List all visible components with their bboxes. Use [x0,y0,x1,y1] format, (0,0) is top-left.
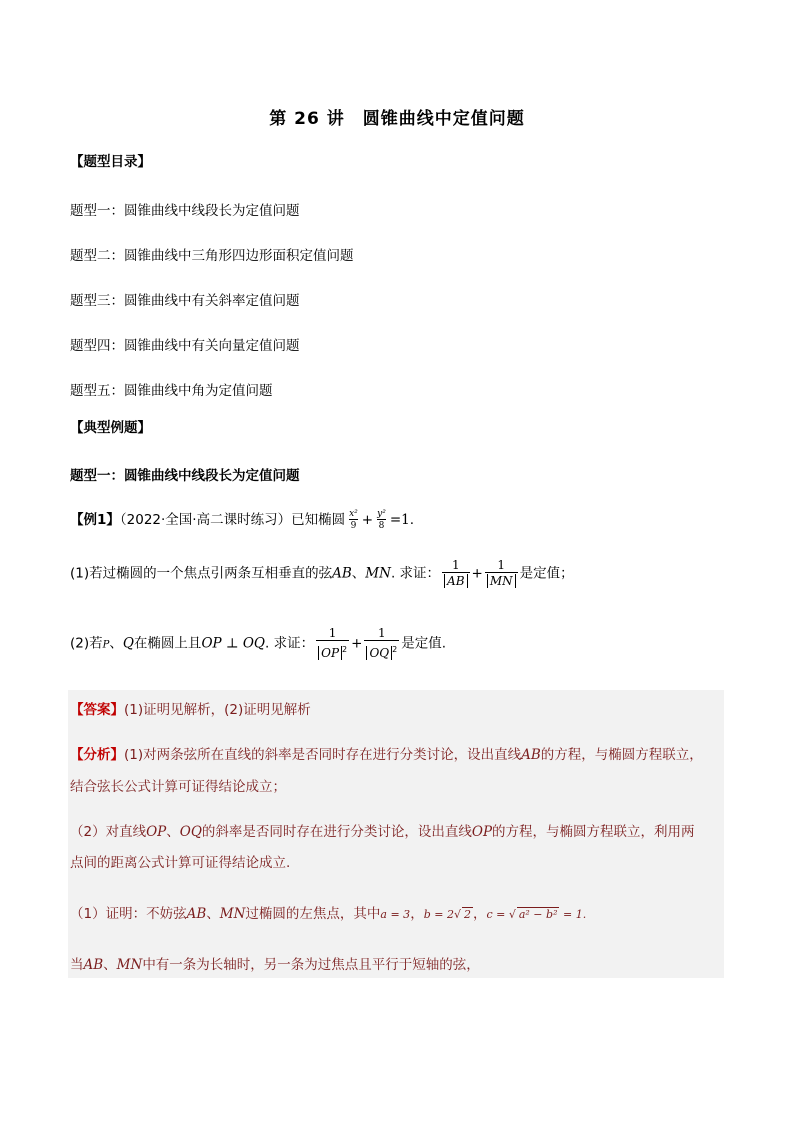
catalog-item-4: 题型四：圆锥曲线中有关向量定值问题 [70,338,300,354]
answer-line [70,698,311,718]
catalog-item-5: 题型五：圆锥曲线中角为定值问题 [70,383,273,399]
catalog-item-3: 题型三：圆锥曲线中有关斜率定值问题 [70,293,300,309]
catalog-item-1: 题型一：圆锥曲线中线段长为定值问题 [70,203,300,219]
fraction-1-over-oq2: $\frac{1}{OQ ^2}$ [364,626,399,661]
example-1-stem: 【例1】（2022·全国·高二课时练习）已知椭圆 $\frac{\text{x²}}{9}$ + $\frac{\text{y²}}{8}$ =1. [70,509,415,531]
proof-line-2: 当AB、MN中有一条为长轴时，另一条为过焦点且平行于短轴的弦， [70,957,480,973]
chord-mn: MN [365,565,391,582]
answer-text: (1)证明见解析，(2)证明见解析 [124,702,311,718]
page-title: 第 26 讲 圆锥曲线中定值问题 [269,109,525,129]
fraction-1-over-ab: $\frac{1}{AB}$ [442,558,469,589]
question-1: (1)若过椭圆的一个焦点引两条互相垂直的弦AB、MN. 求证： $\frac{1}{AB}$ + $\frac{1}{MN}$ 是定值； [70,558,574,588]
analysis-tag: 【分析】 [70,747,124,763]
analysis-line-3: （2）对直线OP、OQ的斜率是否同时存在进行分类讨论，设出直线OP的方程，与椭圆方程联立，利用两 [70,824,695,840]
a-value: a = 3 [380,908,411,921]
analysis-line-4: 点间的距离公式计算可证得结论成立. [70,855,291,871]
c-value: c = √ a² − b² = 1. [486,908,587,921]
chord-ab: AB [332,565,352,582]
question-2: (2)若P、Q在椭圆上且OP ⊥ OQ. 求证： $\frac{1}{OP ^2}$ + $\frac{1}{OQ ^2}$ 是定值. [70,626,447,660]
proof-line-1: （1）证明：不妨弦AB、MN过椭圆的左焦点，其中a = 3，b = 2√ 2 ，c = √ a² − b² = 1. [70,906,587,922]
catalog-item-2: 题型二：圆锥曲线中三角形四边形面积定值问题 [70,248,354,264]
perpendicular-condition: OP ⊥ OQ [201,635,266,652]
example-tag: 【例1】 [70,512,120,528]
example-source: （2022·全国·高二课时练习）已知椭圆 [119,512,346,528]
examples-header: 【典型例题】 [70,420,151,436]
fraction-1-over-op2: $\frac{1}{OP ^2}$ [316,626,349,661]
analysis-line-1: 【分析】(1)对两条弦所在直线的斜率是否同时存在进行分类讨论，设出直线AB的方程，与椭圆方程联立， [70,747,703,763]
analysis-line-2: 结合弦长公式计算可证得结论成立； [70,779,286,795]
ellipse-x-term: $\frac{\text{x²}}{9}$ [349,509,358,531]
answer-tag: 【答案】 [70,702,124,718]
catalog-header: 【题型目录】 [70,154,151,170]
b-value: b = 2√ 2 [423,908,471,921]
fraction-1-over-mn: $\frac{1}{MN}$ [485,558,518,589]
section-heading-1: 题型一：圆锥曲线中线段长为定值问题 [70,468,300,484]
ellipse-y-term: $\frac{\text{y²}}{8}$ [377,509,386,531]
